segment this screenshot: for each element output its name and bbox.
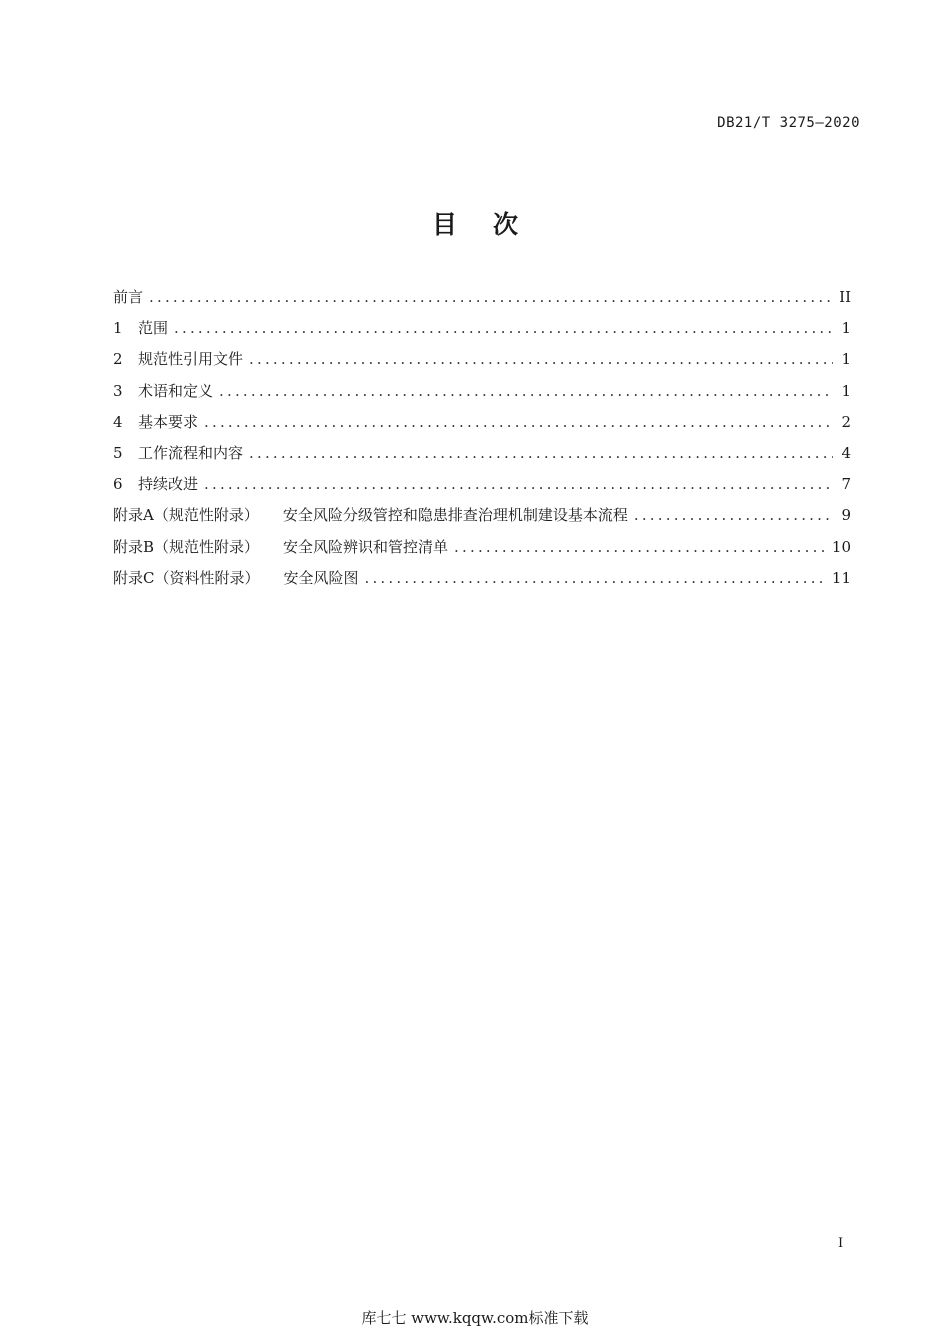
toc-leader-dots [174, 319, 833, 337]
page-title: 目次 [431, 210, 554, 239]
page-number: I [838, 1236, 844, 1251]
toc-leader-dots [634, 506, 833, 524]
toc-entry-label: 范围 [138, 319, 169, 338]
toc-entry-page: 1 [841, 381, 851, 400]
toc-leader-dots [249, 350, 833, 368]
toc-entry-page: 2 [841, 412, 851, 431]
toc-entry-subtitle: 安全风险辨识和管控清单 [283, 537, 449, 556]
toc-entry-number: 4 [113, 412, 123, 431]
toc-entry[interactable] [113, 348, 851, 379]
toc-entry-page: 4 [841, 443, 851, 462]
toc-entry-page: 7 [841, 475, 851, 494]
toc-entry[interactable] [113, 567, 851, 598]
toc-entry-label: 附录B（规范性附录） [113, 537, 260, 556]
toc-leader-dots [149, 288, 833, 306]
toc-leader-dots [365, 569, 826, 587]
toc-leader-dots [249, 444, 833, 462]
toc-entry-label: 附录C（资料性附录） [113, 568, 260, 587]
table-of-contents [113, 286, 851, 598]
standard-code: DB21/T 3275—2020 [717, 115, 860, 131]
toc-entry-label: 规范性引用文件 [138, 350, 244, 369]
toc-entry-label: 基本要求 [138, 412, 199, 431]
toc-entry-label: 术语和定义 [138, 381, 214, 400]
toc-entry-number: 3 [113, 381, 123, 400]
toc-entry-label: 工作流程和内容 [138, 443, 244, 462]
toc-entry[interactable] [113, 286, 851, 317]
toc-entry-label: 前言 [113, 288, 144, 306]
toc-entry[interactable] [113, 536, 851, 567]
toc-entry-number: 1 [113, 319, 123, 338]
toc-leader-dots [204, 475, 833, 493]
toc-entry-page: 9 [841, 506, 851, 525]
toc-leader-dots [219, 382, 833, 400]
toc-entry-subtitle: 安全风险分级管控和隐患排查治理机制建设基本流程 [282, 506, 628, 525]
toc-entry[interactable] [113, 411, 851, 442]
toc-entry-page: 1 [841, 350, 851, 369]
toc-entry-page: 1 [841, 319, 851, 338]
toc-entry-page: II [839, 288, 851, 306]
toc-entry-label: 持续改进 [138, 475, 199, 494]
footer-watermark: 库七七 www.kqqw.com标准下载 [361, 1309, 589, 1327]
toc-entry-number: 2 [113, 350, 123, 369]
toc-entry[interactable] [113, 380, 851, 411]
toc-entry-number: 5 [113, 443, 123, 462]
toc-entry[interactable] [113, 442, 851, 473]
toc-entry-subtitle: 安全风险图 [283, 568, 359, 587]
toc-entry-page: 10 [831, 537, 851, 556]
toc-entry-label: 附录A（规范性附录） [113, 506, 259, 525]
toc-leader-dots [204, 413, 833, 431]
toc-entry-page: 11 [831, 568, 851, 587]
toc-leader-dots [454, 538, 826, 556]
toc-entry[interactable] [113, 473, 851, 504]
toc-entry[interactable] [113, 317, 851, 348]
toc-entry[interactable] [113, 504, 851, 535]
toc-entry-number: 6 [113, 475, 123, 494]
